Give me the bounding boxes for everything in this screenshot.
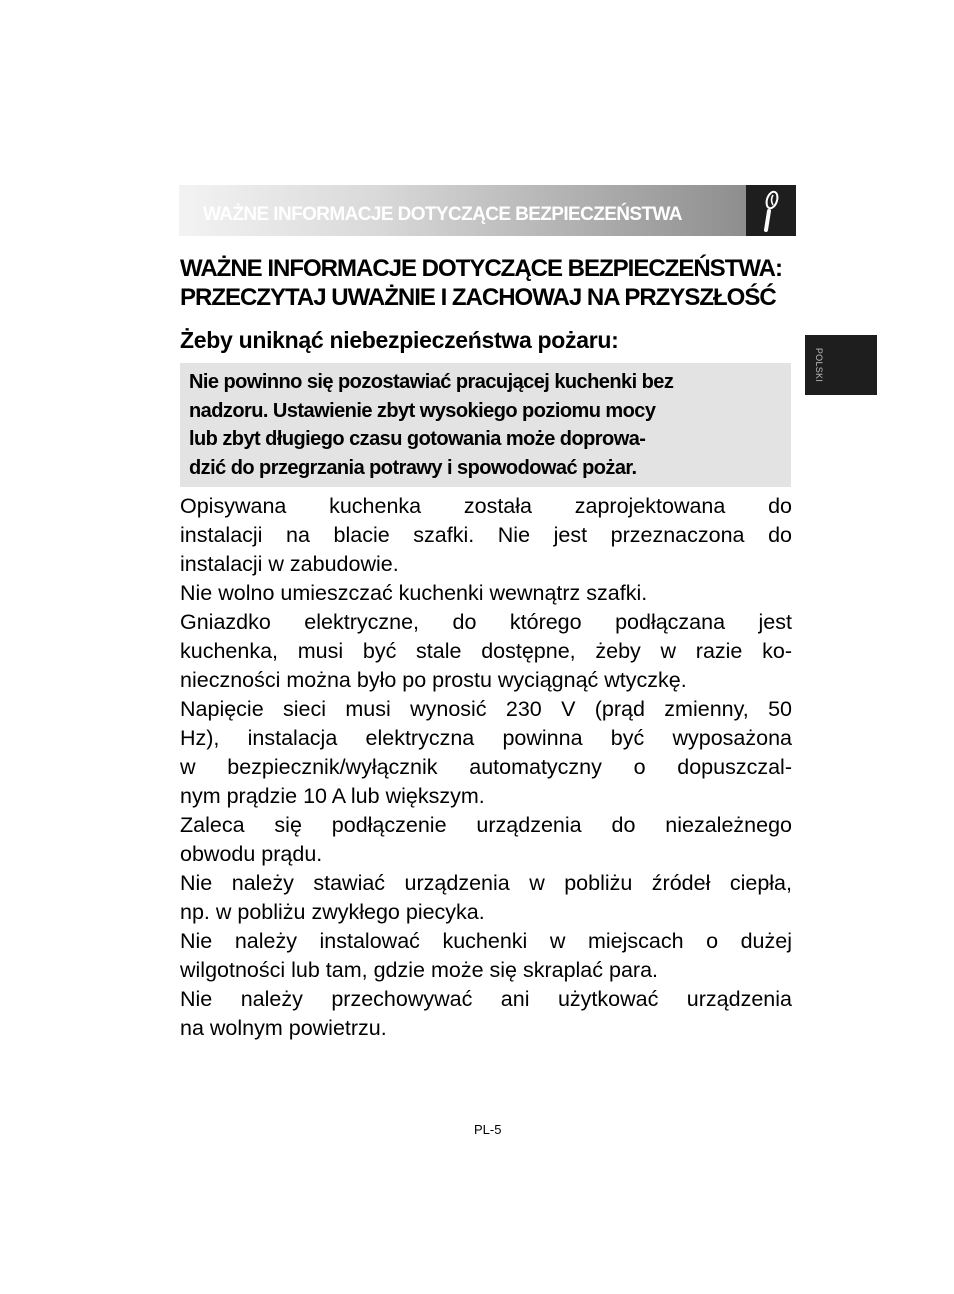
body-line: instalacji na blacie szafki. Nie jest przeznaczona do <box>180 523 792 547</box>
body-line: instalacji w zabudowie. <box>180 552 399 576</box>
body-line: Gniazdko elektryczne, do którego podłączana jest <box>180 610 792 634</box>
body-line: Napięcie sieci musi wynosić 230 V (prąd zmienny, 50 <box>180 697 792 721</box>
body-line: obwodu prądu. <box>180 842 323 866</box>
header-icon-box <box>746 185 796 236</box>
body-text <box>180 492 792 1043</box>
body-line: nym prądzie 10 A lub większym. <box>180 784 485 808</box>
body-line: na wolnym powietrzu. <box>180 1016 387 1040</box>
body-line: np. w pobliżu zwykłego piecyka. <box>180 900 485 924</box>
main-heading-line: WAŻNE INFORMACJE DOTYCZĄCE BEZPIECZEŃSTWA: <box>180 255 783 282</box>
main-heading <box>180 254 820 312</box>
section-header-title: WAŻNE INFORMACJE DOTYCZĄCE BEZPIECZEŃSTWA <box>203 204 682 225</box>
warning-line: dzić do przegrzania potrawy i spowodować pożar. <box>189 456 637 479</box>
warning-text <box>189 368 789 482</box>
body-line: Nie należy instalować kuchenki w miejscach o dużej <box>180 929 792 953</box>
page-number: PL-5 <box>474 1122 502 1137</box>
body-line: Opisywana kuchenka została zaprojektowana do <box>180 494 792 518</box>
fire-safety-subheading: Żeby uniknąć niebezpieczeństwa pożaru: <box>180 327 619 353</box>
language-side-tab-label: POLSKI <box>814 347 824 383</box>
body-line: Hz), instalacja elektryczna powinna być wyposażona <box>180 726 792 750</box>
body-line: Zaleca się podłączenie urządzenia do niezależnego <box>180 813 792 837</box>
body-line: Nie należy przechowywać ani użytkować urządzenia <box>180 987 792 1011</box>
warning-line: Nie powinno się pozostawiać pracującej kuchenki bez <box>189 371 674 393</box>
info-icon <box>746 185 796 236</box>
body-line: w bezpiecznik/wyłącznik automatyczny o dopuszczal- <box>180 755 792 779</box>
main-heading-line: PRZECZYTAJ UWAŻNIE I ZACHOWAJ NA PRZYSZŁOŚĆ <box>180 284 776 311</box>
body-line: nieczności można było po prostu wyciągnąć wtyczkę. <box>180 668 687 692</box>
body-line: Nie należy stawiać urządzenia w pobliżu źródeł ciepła, <box>180 871 792 895</box>
warning-line: lub zbyt długiego czasu gotowania może doprowa- <box>189 428 646 450</box>
body-line: kuchenka, musi być stale dostępne, żeby w razie ko- <box>180 639 792 663</box>
body-line: wilgotności lub tam, gdzie może się skraplać para. <box>180 958 658 982</box>
body-line: Nie wolno umieszczać kuchenki wewnątrz szafki. <box>180 581 648 605</box>
warning-line: nadzoru. Ustawienie zbyt wysokiego poziomu mocy <box>189 399 656 422</box>
warning-box <box>180 363 791 487</box>
